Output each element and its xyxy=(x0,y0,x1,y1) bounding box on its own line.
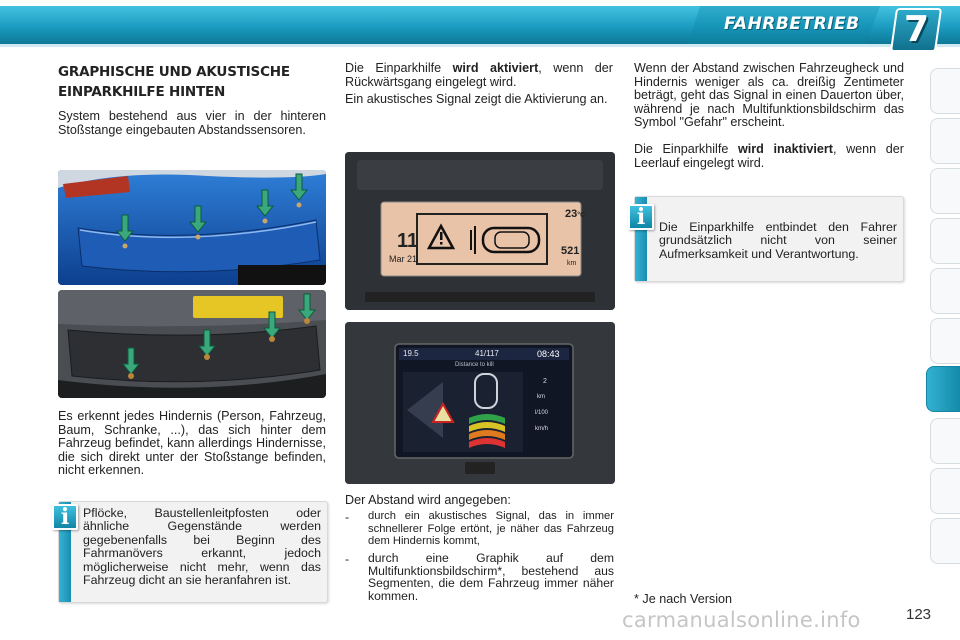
thumb-tab-7-active[interactable] xyxy=(926,366,960,412)
info-icon: i xyxy=(52,504,78,530)
heading-line-2: EINPARKHILFE HINTEN xyxy=(58,84,226,100)
chapter-thumb-tabs xyxy=(926,60,960,580)
thumb-tab-10[interactable] xyxy=(930,518,960,564)
thumb-tab-5[interactable] xyxy=(930,268,960,314)
info-icon: i xyxy=(628,204,654,230)
display-date: Mar 21 xyxy=(389,254,418,264)
thumb-tab-3[interactable] xyxy=(930,168,960,214)
danger-paragraph: Wenn der Abstand zwischen Fahrzeugheck und Hindernis weniger als ca. dreißig Zentimeter beträgt, geht das Signal in einen Dauerton über, während je nach Multifunktionsbildschirm das Symbol "Gefahr" erscheint. xyxy=(634,61,904,129)
chapter-number: 7 xyxy=(904,9,930,50)
thumb-tab-6[interactable] xyxy=(930,318,960,364)
display2-row-4: km/h xyxy=(535,426,549,432)
activation-bold: wird aktiviert xyxy=(452,61,539,75)
footnote: * Je nach Version xyxy=(634,592,733,606)
rear-bumper-underside-photo xyxy=(58,290,326,398)
thumb-tab-2[interactable] xyxy=(930,118,960,164)
display2-left-value: 19.5 xyxy=(403,349,419,358)
deactivation-prefix: Die Einparkhilfe xyxy=(634,142,738,156)
chapter-title: FAHRBETRIEB xyxy=(724,14,860,34)
list-item-acoustic: durch ein akustisches Signal, das in immer schnellerer Folge ertönt, je näher das Fahrzeug dem Hindernis kommt, xyxy=(368,510,614,548)
display2-time: 08:43 xyxy=(537,349,560,359)
display-temp-unit: °C xyxy=(577,212,586,219)
display-temp-value: 23 xyxy=(565,208,578,220)
deactivation-bold: wird inaktiviert xyxy=(737,142,833,156)
display-mono-photo xyxy=(345,152,615,310)
display2-row-3: l/100 xyxy=(535,410,549,416)
display-color-photo xyxy=(345,322,615,484)
list-item-graphic: durch eine Graphik auf dem Multifunktionsbildschirm*, bestehend aus Segmenten, die dem Fahrzeug immer näher kommen. xyxy=(368,551,614,603)
display-temperature xyxy=(565,208,585,220)
activation-suffix: , wenn der Rückwärtsgang eingelegt wird. xyxy=(345,61,613,89)
thumb-tab-1[interactable] xyxy=(930,68,960,114)
list-dash-2: - xyxy=(345,552,350,566)
display2-row-2: km xyxy=(537,394,545,400)
display-range: 521 xyxy=(561,245,580,257)
display-range-unit: km xyxy=(567,260,577,267)
display-color-frame xyxy=(345,322,615,484)
note-obstacles-text: Pflöcke, Baustellenleitpfosten oder ähnliche Gegenstände werden gegebenenfalls bei Beginn des Fahrmanövers erkannt, jedoch möglicherweise nicht mehr, wenn das Fahrzeug dicht an sie heranfahren ist. xyxy=(83,506,321,588)
distance-intro: Der Abstand wird angegeben: xyxy=(345,493,511,507)
heading-line-1: GRAPHISCHE UND AKUSTISCHE xyxy=(58,64,290,80)
watermark: carmanualsonline.info xyxy=(622,608,861,632)
list-dash-1: - xyxy=(345,510,350,524)
display-mono-frame xyxy=(345,152,615,310)
note-responsibility-text: Die Einparkhilfe entbindet den Fahrer grundsätzlich nicht von seiner Aufmerksamkeit und Verantwortung. xyxy=(659,220,897,261)
detection-paragraph: Es erkennt jedes Hindernis (Person, Fahrzeug, Baum, Schranke, ...), das sich hinter dem Fahrzeug befindet, kann allerdings Hindernisse, die sich direkt unter der Stoßstange befinden, nicht erkennen. xyxy=(58,409,326,477)
thumb-tab-8[interactable] xyxy=(930,418,960,464)
display2-subtitle: Distance to kill xyxy=(455,362,494,368)
thumb-tab-9[interactable] xyxy=(930,468,960,514)
activation-paragraph xyxy=(345,62,613,89)
rear-bumper-sensors-photo xyxy=(58,170,326,285)
activation-prefix: Die Einparkhilfe xyxy=(345,61,453,75)
deactivation-suffix: , wenn der Leerlauf eingelegt wird. xyxy=(634,142,904,170)
display2-mid-value: 41/117 xyxy=(475,349,499,358)
deactivation-paragraph xyxy=(634,143,904,170)
display-time: 11 xyxy=(397,230,419,252)
page-number: 123 xyxy=(906,606,932,623)
thumb-tab-4[interactable] xyxy=(930,218,960,264)
intro-paragraph: System bestehend aus vier in der hinteren Stoßstange eingebauten Abstandssensoren. xyxy=(58,109,326,137)
display2-row-1: 2 xyxy=(543,378,547,385)
signal-paragraph: Ein akustisches Signal zeigt die Aktivierung an. xyxy=(345,92,608,106)
section-heading xyxy=(58,62,328,102)
